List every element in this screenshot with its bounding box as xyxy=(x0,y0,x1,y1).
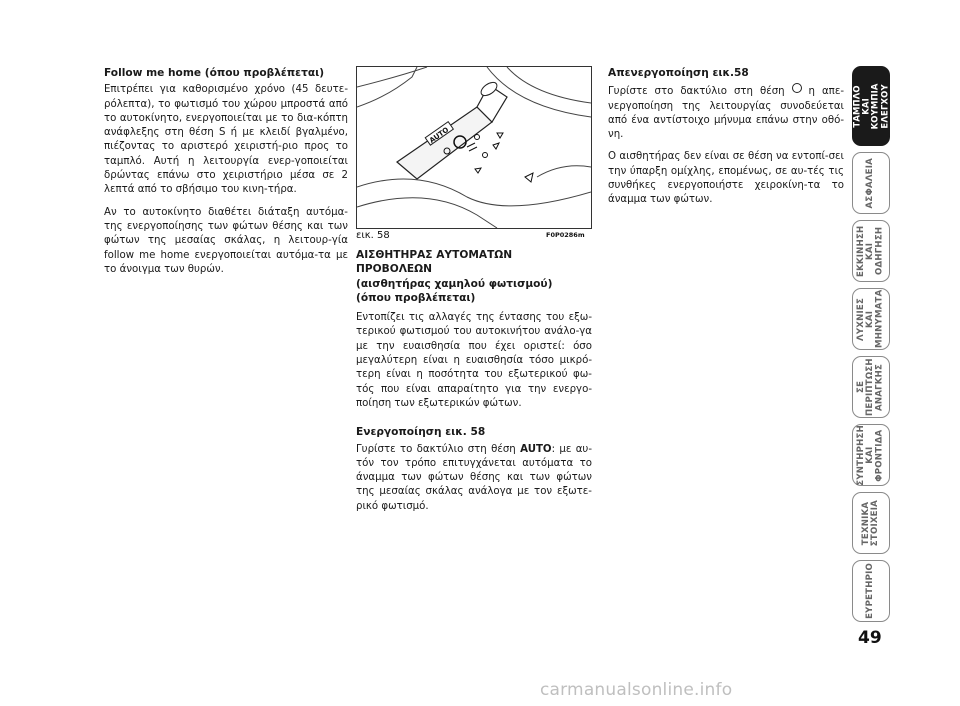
column-2 xyxy=(356,248,592,522)
figure-caption: εικ. 58 xyxy=(356,230,390,241)
auto-label: AUTO xyxy=(428,125,451,145)
tab-maintenance[interactable]: ΣΥΝΤΗΡΗΣΗ ΚΑΙ ΦΡΟΝΤΙΔΑ xyxy=(852,424,890,486)
light-switch-illustration xyxy=(357,67,591,228)
column-1 xyxy=(104,66,348,285)
paragraph: Αν το αυτοκίνητο διαθέτει διάταξη αυτόμα-της ενεργοποίησης των φώτων θέσης και των φώτων της μεσαίας σκάλας, η λειτουρ-γία follow me home ενεργοποιείται αυτόμα-τα με το άνοιγμα των θυρών. xyxy=(104,206,348,275)
tab-safety[interactable]: ΑΣΦΑΛΕΙΑ xyxy=(852,152,890,214)
figure-code: F0P0286m xyxy=(546,231,585,239)
tab-index[interactable]: ΕΥΡΕΤΗΡΙΟ xyxy=(852,560,890,622)
paragraph: Γυρίστε το δακτύλιο στη θέση AUTO: με αυ-τόν τον τρόπο επιτυγχάνεται αυτόματα το άναμμα των φώτων θέσης και των φώτων της μεσαίας σκάλας ανάλογα με τον εξωτε-ρικό φωτισμό. xyxy=(356,443,592,512)
section-heading-sensor: ΑΙΣΘΗΤΗΡΑΣ ΑΥΤΟΜΑΤΩΝ ΠΡΟΒΟΛΕΩΝ (αισθητήρας χαμηλού φωτισμού) (όπου προβλέπεται) xyxy=(356,249,553,304)
paragraph: Γυρίστε στο δακτύλιο στη θέση η απε-νεργοποίηση της λειτουργίας συνοδεύεται από ένα αντίστοιχο μήνυμα επάνω στην οθό-νη. xyxy=(608,83,844,142)
page-number: 49 xyxy=(858,628,882,648)
tab-warning-lights[interactable]: ΛΥΧΝΙΕΣ ΚΑΙ ΜΗΝΥΜΑΤΑ xyxy=(852,288,890,350)
paragraph: Επιτρέπει για καθορισμένο χρόνο (45 δευτε-ρόλεπτα), το φωτισμό του χώρου μπροστά από το αυτοκίνητο, ενεργοποιείται με το δια-κόπτη ανάφλεξης στη θέση S ή με κλειδί βγαλμένο, πιέζοντας το αριστερό χειριστή-ριο προς το ταμπλό. Αυτή η λειτουργία ενερ-γοποιείται δρώντας επάνω στο χειριστήριο μέσα σε 2 λεπτά από το σβήσιμο του κινη-τήρα. xyxy=(104,84,348,196)
tab-dashboard-controls[interactable]: ΤΑΜΠΛΟ ΚΑΙ ΚΟΥΜΠΙΑ ΕΛΕΓΧΟΥ xyxy=(852,66,890,146)
tab-starting-driving[interactable]: ΕΚΚΙΝΗΣΗ ΚΑΙ ΟΔΗΓΗΣΗ xyxy=(852,220,890,282)
watermark: carmanualsonline.info xyxy=(540,680,733,700)
figure-58 xyxy=(356,66,592,229)
paragraph: Εντοπίζει τις αλλαγές της έντασης του εξω-τερικού φωτισμού του αυτοκινήτου ανάλο-γα με την ευαισθησία που έχει οριστεί: όσο μεγαλύτερη είναι η ευαισθησία τόσο μικρό-τερη είναι η ποσότητα του εξωτερικού φω-τός που είναι απαραίτητο για την ενεργο-ποίηση των εξωτερικών φώτων. xyxy=(356,312,592,409)
tab-technical-data[interactable]: ΤΕΧΝΙΚΑ ΣΤΟΙΧΕΙΑ xyxy=(852,492,890,554)
paragraph: Ο αισθητήρας δεν είναι σε θέση να εντοπί-σει την ύπαρξη ομίχλης, επομένως, σε αυ-τές τις συνθήκες ενεργοποιήστε χειροκίνη-τα το άναμμα των φώτων. xyxy=(608,151,844,206)
section-heading-follow-me-home: Follow me home (όπου προβλέπεται) xyxy=(104,67,325,79)
tab-emergency[interactable]: ΣΕ ΠΕΡΙΠΤΩΣΗ ΑΝΑΓΚΗΣ xyxy=(852,356,890,418)
subheading-activation: Ενεργοποίηση εικ. 58 xyxy=(356,426,486,439)
subheading-deactivation: Απενεργοποίηση εικ.58 xyxy=(608,67,749,79)
light-off-icon xyxy=(792,83,802,93)
column-3 xyxy=(608,66,844,216)
